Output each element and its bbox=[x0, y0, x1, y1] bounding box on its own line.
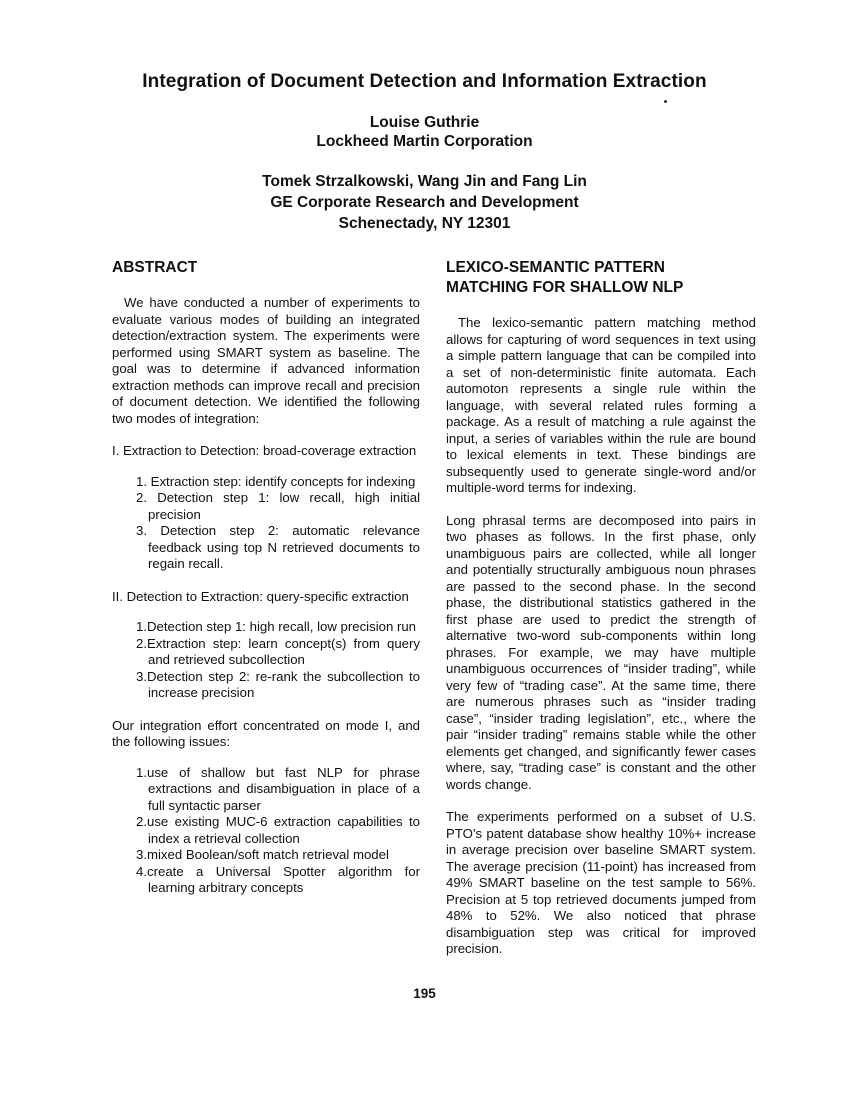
abstract-heading: ABSTRACT bbox=[112, 259, 198, 276]
scan-speck bbox=[664, 100, 667, 103]
mode-2-steps bbox=[112, 619, 420, 702]
author-affiliation: GE Corporate Research and Development bbox=[270, 194, 579, 211]
list-item: 4.create a Universal Spotter algorithm for learning arbitrary concepts bbox=[136, 863, 420, 895]
left-column bbox=[112, 258, 420, 897]
list-item: 2.Extraction step: learn concept(s) from query and retrieved subcollection bbox=[136, 635, 420, 667]
list-item: 2.use existing MUC-6 extraction capabilities to index a retrieval collection bbox=[136, 814, 420, 846]
section-heading-line-1: LEXICO-SEMANTIC PATTERN bbox=[446, 259, 666, 276]
author-location: Schenectady, NY 12301 bbox=[338, 215, 511, 232]
author-block-1 bbox=[0, 113, 849, 151]
section-heading-line-2: MATCHING FOR SHALLOW NLP bbox=[446, 279, 684, 296]
issues-list bbox=[112, 765, 420, 897]
author-block-2 bbox=[0, 171, 849, 234]
body-paragraph-2: Long phrasal terms are decomposed into pairs in two phases as follows. In the first phase, only unambiguous pairs are collected, while all longer and potentially structurally ambiguous noun phrases are passed to the second phase. In the second phase, the distributional statistics gathered in the first phase are used to predict the strength of alternative two-word sub-components within long phrases. For example, we may have multiple unambiguous occurrences of “insider trading”, while very few of “trading case”. At the same time, there are numerous phrases such as “insider trading case”, “insider trading legislation”, etc., where the pair “insider trading” remains stable while the other elements get changed, and significantly fewer cases where, say, “trading case” is constant and the other words change. bbox=[446, 512, 756, 792]
list-item: 3.Detection step 2: re-rank the subcollection to increase precision bbox=[136, 668, 420, 700]
list-item: 2. Detection step 1: low recall, high initial precision bbox=[136, 490, 420, 522]
body-paragraph-1: The lexico-semantic pattern matching method allows for capturing of word sequences in text using a simple pattern language that can be compiled into a set of non-deterministic finite automata. Each automoton represents a single rule within the language, with several related rules forming a package. As a result of matching a rule against the input, a series of variables within the rule are bound to lexical elements in text. These bindings are subsequently used to generate single-word and/or multiple-word terms for indexing. bbox=[446, 315, 756, 495]
mode-1-steps bbox=[112, 474, 420, 573]
mode-1-title: I. Extraction to Detection: broad-coverage extraction bbox=[112, 443, 417, 458]
list-item: 1.use of shallow but fast NLP for phrase extractions and disambiguation in place of a full syntactic parser bbox=[136, 764, 420, 813]
abstract-paragraph: We have conducted a number of experiments to evaluate various modes of building an integrated detection/extraction system. The experiments were performed using SMART system as baseline. The goal was to determine if advanced information extraction methods can improve recall and precision of document detection. We identified the following two modes of integration: bbox=[112, 295, 420, 426]
author-affiliation: Lockheed Martin Corporation bbox=[316, 133, 533, 150]
section-heading bbox=[446, 258, 756, 298]
list-item: 1.Detection step 1: high recall, low precision run bbox=[136, 619, 417, 634]
list-item: 1. Extraction step: identify concepts for indexing bbox=[136, 473, 416, 489]
list-item: 3.mixed Boolean/soft match retrieval model bbox=[136, 847, 389, 862]
list-item: 3. Detection step 2: automatic relevance feedback using top N retrieved documents to regain recall. bbox=[136, 523, 420, 571]
author-name: Louise Guthrie bbox=[369, 114, 480, 131]
mode-2-title: II. Detection to Extraction: query-specific extraction bbox=[112, 588, 409, 604]
body-paragraph-3: The experiments performed on a subset of U.S. PTO’s patent database show healthy 10%+ increase in average precision over baseline SMART system. The average precision (11-point) has increased from 49% SMART baseline on the test sample to 56%. Precision at 5 top retrieved documents jumped from 48% to 52%. We also noticed that phrase disambiguation step was critical for improved precision. bbox=[446, 809, 756, 956]
focus-paragraph: Our integration effort concentrated on mode I, and the following issues: bbox=[112, 717, 420, 749]
paper-title: Integration of Document Detection and Information Extraction bbox=[142, 71, 707, 92]
page-number: 195 bbox=[413, 986, 436, 1001]
right-column bbox=[446, 258, 756, 958]
author-names: Tomek Strzalkowski, Wang Jin and Fang Lin bbox=[262, 173, 587, 190]
